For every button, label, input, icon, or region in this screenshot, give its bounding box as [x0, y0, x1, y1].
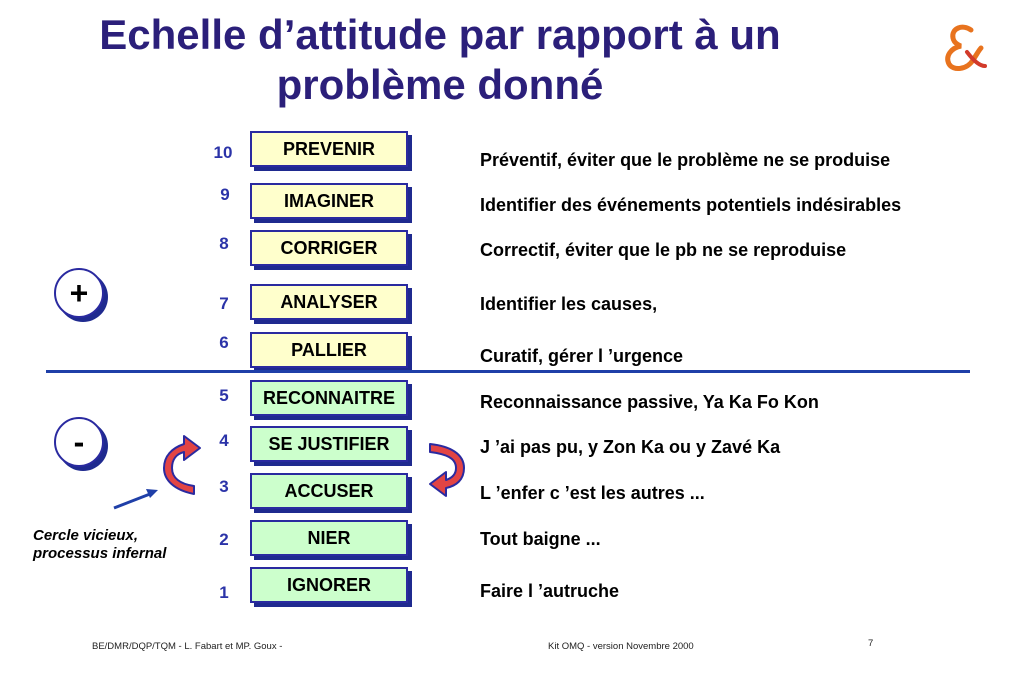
title-line-1: Echelle d’attitude par rapport à un [99, 11, 781, 58]
ampersand-logo-icon [937, 22, 987, 72]
level-number: 2 [219, 530, 229, 549]
level-box-prevenir: PREVENIR [250, 131, 408, 167]
level-box-nier: NIER [250, 520, 408, 556]
level-number: 7 [219, 294, 229, 313]
level-box-analyser: ANALYSER [250, 284, 408, 320]
vicious-circle-note: Cercle vicieux, processus infernal [33, 527, 167, 562]
level-description: Curatif, gérer l ’urgence [480, 346, 684, 366]
level-box-ignorer: IGNORER [250, 567, 408, 603]
level-number: 8 [219, 234, 229, 253]
positive-negative-divider [46, 370, 970, 373]
footer-center: Kit OMQ - version Novembre 2000 [548, 641, 694, 652]
level-description: Reconnaissance passive, Ya Ka Fo Kon [480, 392, 819, 412]
minus-sign-circle: - [54, 417, 104, 467]
level-box-reconnaitre: RECONNAITRE [250, 380, 408, 416]
pointer-arrow-icon [112, 486, 162, 512]
level-number: 10 [213, 143, 233, 162]
curved-arrow-right-icon [426, 440, 476, 502]
page-number: 7 [868, 638, 874, 649]
level-number: 5 [219, 386, 229, 405]
level-box-imaginer: IMAGINER [250, 183, 408, 219]
level-description: Identifier des événements potentiels indésirables [480, 195, 902, 215]
level-box-se-justifier: SE JUSTIFIER [250, 426, 408, 462]
level-description: Identifier les causes, [480, 294, 658, 314]
level-number: 6 [219, 333, 229, 352]
level-number: 4 [219, 431, 229, 450]
level-box-pallier: PALLIER [250, 332, 408, 368]
footer-left: BE/DMR/DQP/TQM - L. Fabart et MP. Goux - [92, 641, 283, 652]
level-description: J ’ai pas pu, y Zon Ka ou y Zavé Ka [480, 437, 781, 457]
level-description: Préventif, éviter que le problème ne se produise [480, 150, 891, 170]
level-description: Tout baigne ... [480, 529, 601, 549]
level-number: 1 [219, 583, 229, 602]
page-title [0, 10, 880, 110]
level-description: L ’enfer c ’est les autres ... [480, 483, 705, 503]
title-line-2: problème donné [276, 61, 604, 108]
level-description: Faire l ’autruche [480, 581, 620, 601]
level-number: 9 [220, 185, 230, 204]
level-number: 3 [219, 477, 229, 496]
level-description: Correctif, éviter que le pb ne se reproduise [480, 240, 847, 260]
level-box-corriger: CORRIGER [250, 230, 408, 266]
level-box-accuser: ACCUSER [250, 473, 408, 509]
plus-sign-circle: + [54, 268, 104, 318]
